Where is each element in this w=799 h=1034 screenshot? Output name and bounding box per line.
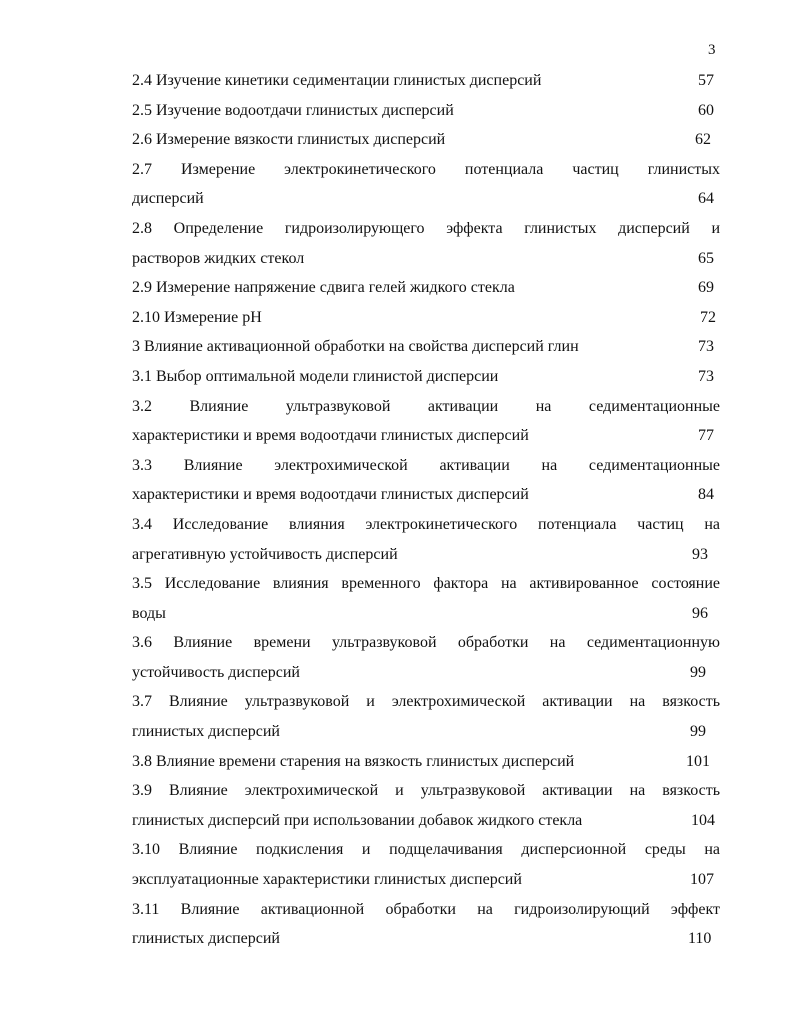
- toc-entry-title-cont: глинистых дисперсий: [132, 930, 280, 948]
- toc-entry-2-6: [132, 129, 720, 159]
- toc-entry-3-10: [132, 839, 720, 898]
- toc-entry-page: 72: [700, 308, 716, 326]
- toc-entry-3-2: [132, 396, 720, 455]
- toc-entry-title: 3.11 Влияние активационной обработки на гидроизолирующий эффект: [132, 900, 720, 918]
- toc-entry-3-6: [132, 632, 720, 691]
- toc-entry-page: 104: [691, 811, 715, 829]
- toc-entry-page: 64: [698, 190, 714, 208]
- toc-entry-page: 60: [698, 101, 714, 119]
- toc-entry-page: 73: [698, 338, 714, 356]
- toc-entry-title: 2.9 Измерение напряжение сдвига гелей жидкого стекла: [132, 279, 515, 297]
- table-of-contents: [132, 70, 720, 958]
- toc-entry-title: 2.6 Измерение вязкости глинистых дисперсий: [132, 131, 446, 149]
- toc-entry-3-1: [132, 366, 720, 396]
- toc-entry-title: 3.4 Исследование влияния электрокинетического потенциала частиц на: [132, 515, 720, 533]
- toc-entry-title: 3.6 Влияние времени ультразвуковой обработки на седиментационную: [132, 634, 720, 652]
- toc-entry-title: 3.3 Влияние электрохимической активации на седиментационные: [132, 456, 720, 474]
- toc-entry-page: 57: [698, 72, 714, 89]
- toc-entry-title-cont: глинистых дисперсий при использовании добавок жидкого стекла: [132, 811, 583, 829]
- toc-entry-title: 3.5 Исследование влияния временного фактора на активированное состояние: [132, 575, 720, 593]
- toc-entry-page: 107: [690, 871, 714, 889]
- toc-entry-3-11: [132, 899, 720, 958]
- toc-entry-title: 2.7 Измерение электрокинетического потенциала частиц глинистых: [132, 160, 720, 178]
- toc-entry-title: 3.10 Влияние подкисления и подщелачивания дисперсионной среды на: [132, 841, 720, 859]
- toc-entry-3-9: [132, 780, 720, 839]
- toc-entry-page: 96: [692, 604, 708, 622]
- toc-entry-title: 3.9 Влияние электрохимической и ультразвуковой активации на вязкость: [132, 782, 720, 800]
- toc-entry-title: 3.1 Выбор оптимальной модели глинистой дисперсии: [132, 367, 499, 385]
- toc-entry-page: 62: [695, 131, 711, 149]
- toc-entry-title-cont: агрегативную устойчивость дисперсий: [132, 545, 398, 563]
- toc-entry-title: 3.2 Влияние ультразвуковой активации на седиментационные: [132, 397, 720, 415]
- toc-entry-title: 3.8 Влияние времени старения на вязкость глинистых дисперсий: [132, 752, 575, 770]
- toc-entry-3-8: [132, 751, 720, 781]
- toc-entry-title-cont: глинистых дисперсий: [132, 723, 280, 741]
- toc-entry-page: 84: [698, 486, 714, 504]
- toc-entry-page: 93: [692, 545, 708, 563]
- toc-entry-page: 73: [698, 367, 714, 385]
- toc-entry-title-cont: характеристики и время водоотдачи глинистых дисперсий: [132, 486, 529, 504]
- toc-entry-page: 77: [698, 427, 714, 445]
- toc-entry-2-5: [132, 100, 720, 130]
- toc-entry-title-cont: дисперсий: [132, 190, 204, 208]
- toc-entry-page: 101: [686, 752, 710, 770]
- toc-entry-2-9: [132, 277, 720, 307]
- toc-entry-title: 2.8 Определение гидроизолирующего эффекта глинистых дисперсий и: [132, 219, 720, 237]
- toc-entry-title-cont: эксплуатационные характеристики глинистых дисперсий: [132, 871, 522, 889]
- toc-entry-2-10: [132, 307, 720, 337]
- toc-entry-title: 2.5 Изучение водоотдачи глинистых дисперсий: [132, 101, 454, 119]
- toc-entry-title: 3.7 Влияние ультразвуковой и электрохимической активации на вязкость: [132, 693, 720, 711]
- toc-entry-3: [132, 336, 720, 366]
- toc-entry-page: 110: [688, 930, 712, 948]
- toc-entry-page: 65: [698, 249, 714, 267]
- toc-entry-page: 99: [690, 663, 706, 681]
- toc-entry-page: 99: [690, 723, 706, 741]
- toc-entry-3-7: [132, 691, 720, 750]
- toc-entry-title-cont: характеристики и время водоотдачи глинистых дисперсий: [132, 427, 529, 445]
- toc-entry-2-8: [132, 218, 720, 277]
- page-number: 3: [708, 42, 716, 58]
- toc-entry-3-3: [132, 455, 720, 514]
- toc-entry-title-cont: воды: [132, 604, 166, 622]
- toc-entry-2-4: [132, 70, 720, 100]
- toc-entry-2-7: [132, 159, 720, 218]
- toc-entry-title-cont: растворов жидких стекол: [132, 249, 305, 267]
- toc-entry-3-5: [132, 573, 720, 632]
- toc-entry-page: 69: [698, 279, 714, 297]
- toc-entry-title: 2.10 Измерение pH: [132, 308, 262, 326]
- toc-entry-title-cont: устойчивость дисперсий: [132, 663, 300, 681]
- toc-entry-title: 2.4 Изучение кинетики седиментации глинистых дисперсий: [132, 72, 542, 89]
- toc-entry-3-4: [132, 514, 720, 573]
- toc-entry-title: 3 Влияние активационной обработки на свойства дисперсий глин: [132, 338, 579, 356]
